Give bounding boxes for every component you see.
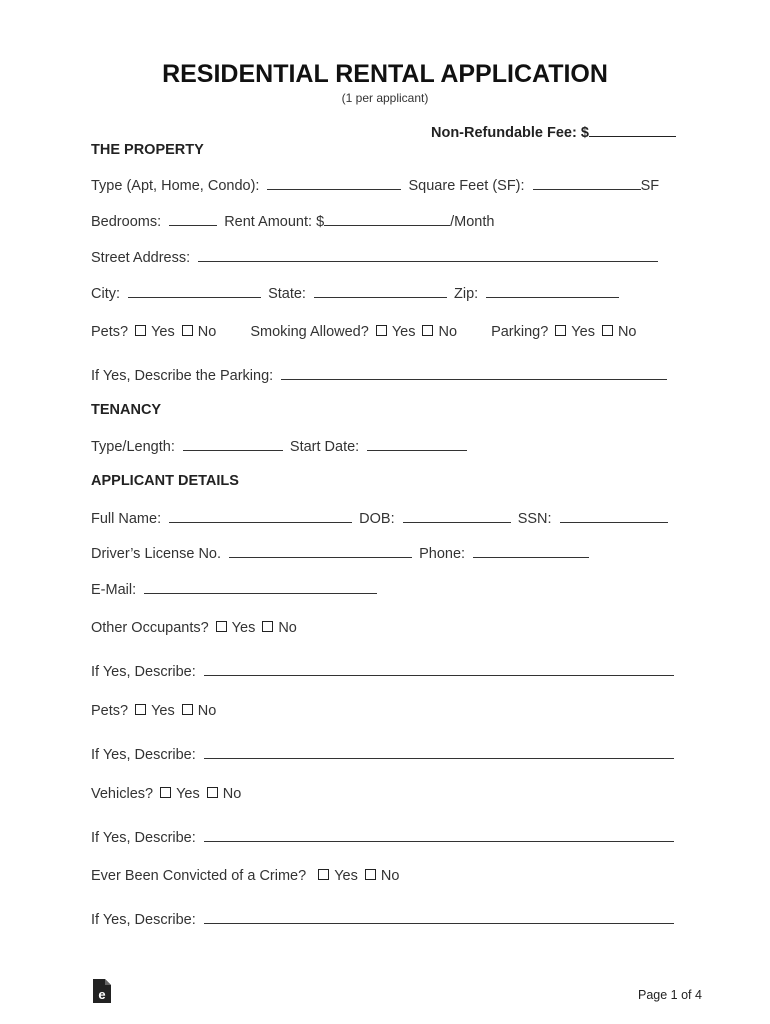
street-field[interactable] xyxy=(198,249,658,262)
type-length-field[interactable] xyxy=(183,438,283,451)
occupants-row xyxy=(91,620,297,636)
license-label: Driver’s License No. xyxy=(91,546,222,562)
license-field[interactable] xyxy=(229,545,412,558)
fee-label: Non-Refundable Fee: $ xyxy=(431,125,589,141)
email-row xyxy=(91,581,377,598)
phone-field[interactable] xyxy=(473,545,589,558)
rent-field[interactable] xyxy=(324,213,450,226)
property-pets-no-checkbox[interactable] xyxy=(182,325,193,336)
no-label: No xyxy=(438,324,458,340)
no-label: No xyxy=(617,324,637,340)
crime-label: Ever Been Convicted of a Crime? xyxy=(91,868,307,884)
city-state-zip-row xyxy=(91,285,619,302)
eforms-logo-icon xyxy=(92,978,112,1004)
tenancy-row xyxy=(91,438,467,455)
phone-label: Phone: xyxy=(419,546,466,562)
fee-field[interactable] xyxy=(589,124,676,137)
applicant-pets-row xyxy=(91,703,216,719)
name-dob-ssn-row xyxy=(91,510,668,527)
parking-yes-checkbox[interactable] xyxy=(555,325,566,336)
vehicles-no-checkbox[interactable] xyxy=(207,787,218,798)
ssn-label: SSN: xyxy=(517,511,552,527)
sqft-label: Square Feet (SF): xyxy=(408,178,525,194)
type-length-label: Type/Length: xyxy=(91,439,175,455)
bedrooms-field[interactable] xyxy=(169,213,217,226)
rent-suffix: /Month xyxy=(450,214,495,230)
crime-no-checkbox[interactable] xyxy=(365,869,376,880)
applicant-pets-yes-checkbox[interactable] xyxy=(135,704,146,715)
section-heading-tenancy: TENANCY xyxy=(91,402,162,418)
property-pets-label: Pets? xyxy=(91,324,129,340)
fee-row xyxy=(431,124,676,141)
pets-describe-row xyxy=(91,746,674,763)
city-label: City: xyxy=(91,286,120,302)
applicant-pets-no-checkbox[interactable] xyxy=(182,704,193,715)
pets-describe-field[interactable] xyxy=(204,746,674,759)
vehicles-describe-row xyxy=(91,829,674,846)
property-type-row xyxy=(91,177,659,194)
yes-label: Yes xyxy=(231,620,256,636)
property-options-row xyxy=(91,324,637,340)
start-date-label: Start Date: xyxy=(289,439,360,455)
smoking-yes-checkbox[interactable] xyxy=(376,325,387,336)
parking-no-checkbox[interactable] xyxy=(602,325,613,336)
vehicles-yes-checkbox[interactable] xyxy=(160,787,171,798)
state-field[interactable] xyxy=(314,285,447,298)
yes-label: Yes xyxy=(176,786,200,802)
zip-field[interactable] xyxy=(486,285,619,298)
page-subtitle: (1 per applicant) xyxy=(341,91,429,105)
sqft-suffix: SF xyxy=(640,178,660,194)
dob-label: DOB: xyxy=(359,511,395,527)
no-label: No xyxy=(197,703,217,719)
smoking-label: Smoking Allowed? xyxy=(250,324,369,340)
yes-label: Yes xyxy=(334,868,358,884)
page-number: Page 1 of 4 xyxy=(638,988,702,1002)
applicant-pets-label: Pets? xyxy=(91,703,129,719)
no-label: No xyxy=(380,868,400,884)
smoking-no-checkbox[interactable] xyxy=(422,325,433,336)
city-field[interactable] xyxy=(128,285,261,298)
occupants-describe-row xyxy=(91,663,674,680)
email-field[interactable] xyxy=(144,581,377,594)
rent-label: Rent Amount: $ xyxy=(224,214,325,230)
sqft-field[interactable] xyxy=(533,177,641,190)
section-heading-property: THE PROPERTY xyxy=(91,142,204,158)
property-pets-yes-checkbox[interactable] xyxy=(135,325,146,336)
type-label: Type (Apt, Home, Condo): xyxy=(91,178,260,194)
email-label: E-Mail: xyxy=(91,582,137,598)
type-field[interactable] xyxy=(267,177,401,190)
yes-label: Yes xyxy=(391,324,416,340)
occupants-label: Other Occupants? xyxy=(91,620,209,636)
parking-label: Parking? xyxy=(491,324,549,340)
describe-label: If Yes, Describe: xyxy=(91,747,196,763)
crime-describe-field[interactable] xyxy=(204,911,674,924)
crime-yes-checkbox[interactable] xyxy=(318,869,329,880)
describe-label: If Yes, Describe: xyxy=(91,830,196,846)
state-label: State: xyxy=(268,286,306,302)
bedrooms-label: Bedrooms: xyxy=(91,214,162,230)
license-phone-row xyxy=(91,545,589,562)
parking-describe-label: If Yes, Describe the Parking: xyxy=(91,368,274,384)
vehicles-row xyxy=(91,786,241,802)
parking-describe-row xyxy=(91,367,667,384)
occupants-describe-field[interactable] xyxy=(204,663,674,676)
full-name-label: Full Name: xyxy=(91,511,162,527)
section-heading-applicant: APPLICANT DETAILS xyxy=(91,473,239,489)
svg-text:e: e xyxy=(98,987,106,1002)
yes-label: Yes xyxy=(571,324,595,340)
parking-describe-field[interactable] xyxy=(281,367,667,380)
bedrooms-rent-row xyxy=(91,213,494,230)
no-label: No xyxy=(197,324,217,340)
crime-describe-row xyxy=(91,911,674,928)
start-date-field[interactable] xyxy=(367,438,467,451)
street-address-row xyxy=(91,249,658,266)
describe-label: If Yes, Describe: xyxy=(91,664,196,680)
crime-row xyxy=(91,868,399,884)
yes-label: Yes xyxy=(151,703,175,719)
vehicles-describe-field[interactable] xyxy=(204,829,674,842)
ssn-field[interactable] xyxy=(560,510,668,523)
occupants-yes-checkbox[interactable] xyxy=(216,621,227,632)
occupants-no-checkbox[interactable] xyxy=(262,621,273,632)
full-name-field[interactable] xyxy=(169,510,352,523)
no-label: No xyxy=(278,620,297,636)
street-label: Street Address: xyxy=(91,250,191,266)
yes-label: Yes xyxy=(151,324,175,340)
vehicles-label: Vehicles? xyxy=(91,786,154,802)
describe-label: If Yes, Describe: xyxy=(91,912,196,928)
page-title: RESIDENTIAL RENTAL APPLICATION xyxy=(162,60,608,88)
dob-field[interactable] xyxy=(403,510,511,523)
no-label: No xyxy=(222,786,242,802)
zip-label: Zip: xyxy=(454,286,479,302)
